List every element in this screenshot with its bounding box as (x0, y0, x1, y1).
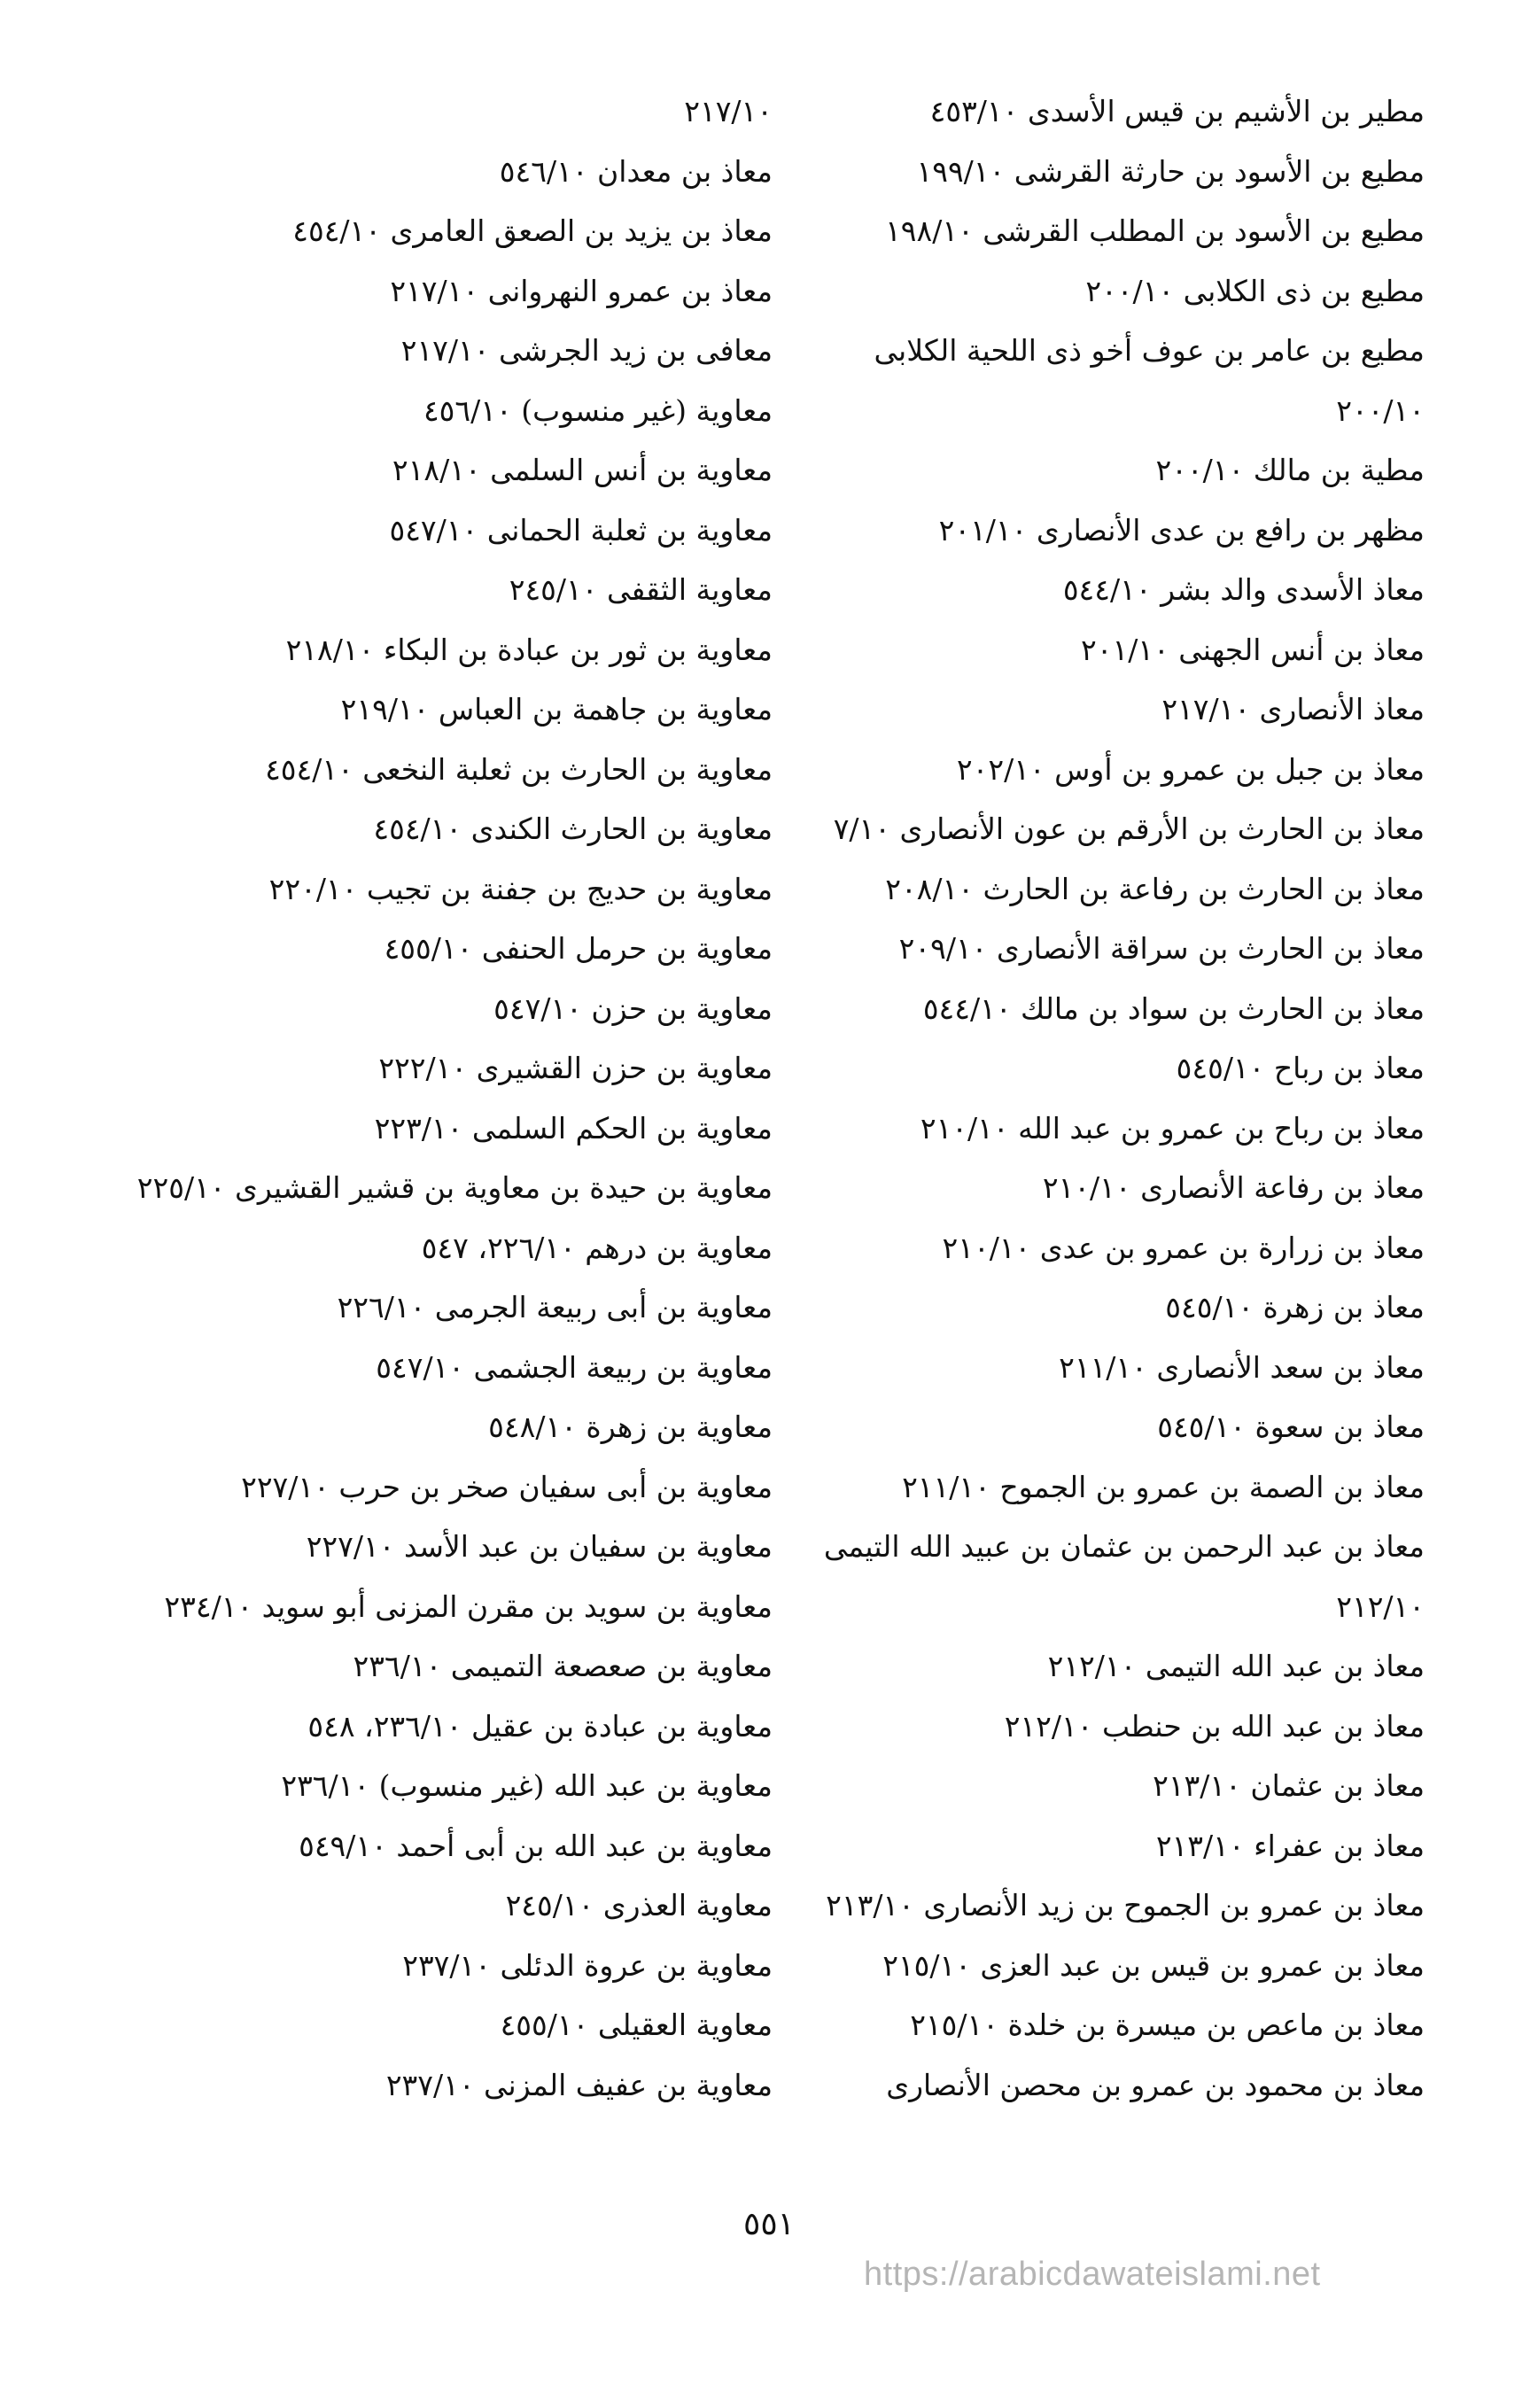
index-entry: معاذ بن رفاعة الأنصارى ٢١٠/١٠ (1042, 1170, 1425, 1205)
index-entry: معاذ بن رباح بن عمرو بن عبد الله ٢١٠/١٠ (920, 1110, 1425, 1146)
index-entry: معاذ بن الحارث بن سراقة الأنصارى ٢٠٩/١٠ (898, 931, 1425, 966)
index-entry: معاوية بن حرمل الحنفى ٤٥٥/١٠ (384, 931, 773, 966)
index-entry: معاذ بن عمرو النهروانى ٢١٧/١٠ (390, 273, 773, 308)
index-entry: معاذ بن عمرو بن الجموح بن زيد الأنصارى ٢١٣/١٠ (826, 1888, 1425, 1923)
index-column-right (778, 82, 1425, 2115)
index-entry: معاذ بن عمرو بن قيس بن عبد العزى ٢١٥/١٠ (882, 1947, 1425, 1983)
index-entry: معاوية بن درهم ٢٢٦/١٠، ٥٤٧ (421, 1230, 773, 1265)
index-entry: ٢١٧/١٠ (684, 94, 773, 128)
index-entry: معاذ بن الحارث بن رفاعة بن الحارث ٢٠٨/١٠ (885, 871, 1425, 906)
index-entry: مظهر بن رافع بن عدى الأنصارى ٢٠١/١٠ (938, 512, 1425, 548)
index-entry: معاذ بن سعوة ٥٤٥/١٠ (1157, 1410, 1425, 1444)
index-entry: معاذ بن يزيد بن الصعق العامرى ٤٥٤/١٠ (292, 214, 773, 248)
index-entry: معاذ بن زهرة ٥٤٥/١٠ (1165, 1290, 1425, 1324)
index-entry: مطيع بن الأسود بن المطلب القرشى ١٩٨/١٠ (885, 214, 1425, 248)
index-entry: معاذ بن معدان ٥٤٦/١٠ (499, 153, 773, 189)
index-entry: معاذ بن عبد الرحمن بن عثمان بن عبيد الله التيمى ٢١٢/١٠ (823, 1529, 1425, 1624)
index-entry: معاذ بن سعد الأنصارى ٢١١/١٠ (1059, 1349, 1425, 1385)
index-entry: مطيع بن ذى الكلابى ٢٠٠/١٠ (1085, 273, 1425, 308)
index-entry: معاوية الثقفى ٢٤٥/١٠ (509, 572, 773, 607)
index-column-left (136, 82, 773, 2115)
index-entry: معاوية بن ربيعة الجشمى ٥٤٧/١٠ (376, 1349, 773, 1385)
index-entry: معاوية بن جاهمة بن العباس ٢١٩/١٠ (340, 692, 773, 726)
index-entry: معاذ بن عفراء ٢١٣/١٠ (1155, 1828, 1425, 1863)
index-entry: معاوية بن ثور بن عبادة بن البكاء ٢١٨/١٠ (285, 632, 773, 667)
index-entry: معاذ بن رباح ٥٤٥/١٠ (1176, 1051, 1425, 1085)
index-entry: معاوية بن عروة الدئلى ٢٣٧/١٠ (402, 1947, 773, 1983)
index-entry: معاوية بن عفيف المزنى ٢٣٧/١٠ (385, 2067, 773, 2102)
index-entry: مطيع بن الأسود بن حارثة القرشى ١٩٩/١٠ (916, 153, 1425, 189)
index-entry: معاذ بن ماعص بن ميسرة بن خلدة ٢١٥/١٠ (910, 2008, 1425, 2042)
index-entry: معاوية بن أبى سفيان صخر بن حرب ٢٢٧/١٠ (241, 1469, 773, 1504)
index-entry: معاوية بن ثعلبة الحمانى ٥٤٧/١٠ (389, 512, 773, 548)
index-entry: معاوية العذرى ٢٤٥/١٠ (505, 1888, 773, 1923)
index-entry: معاوية بن سفيان بن عبد الأسد ٢٢٧/١٠ (306, 1529, 773, 1564)
index-entry: مطية بن مالك ٢٠٠/١٠ (1155, 453, 1425, 487)
index-entry: معاوية بن حديج بن جفنة بن تجيب ٢٢٠/١٠ (268, 871, 773, 906)
index-entry: معاذ الأسدى والد بشر ٥٤٤/١٠ (1062, 572, 1425, 607)
index-entry: معاذ بن عثمان ٢١٣/١٠ (1153, 1768, 1425, 1803)
index-entry: معاوية العقيلى ٤٥٥/١٠ (500, 2008, 773, 2042)
index-entry: مطير بن الأشيم بن قيس الأسدى ٤٥٣/١٠ (929, 94, 1425, 128)
index-entry: معاذ بن زرارة بن عمرو بن عدى ٢١٠/١٠ (942, 1230, 1425, 1265)
watermark-url: https://arabicdawateislami.net (864, 2256, 1321, 2293)
index-entry: معاوية بن حيدة بن معاوية بن قشير القشيرى ٢٢٥/١٠ (136, 1170, 773, 1205)
index-entry: معاذ بن الحارث بن الأرقم بن عون الأنصارى ٧/١٠ (833, 812, 1425, 846)
index-entry: معاوية بن عبادة بن عقيل ٢٣٦/١٠، ٥٤٨ (307, 1708, 773, 1744)
index-entry: معاوية بن أنس السلمى ٢١٨/١٠ (392, 453, 773, 487)
index-entry: معاوية بن الحارث بن ثعلبة النخعى ٤٥٤/١٠ (265, 751, 773, 787)
index-entry: معاوية (غير منسوب) ٤٥٦/١٠ (423, 392, 773, 428)
index-entry: معاوية بن حزن ٥٤٧/١٠ (493, 990, 773, 1026)
index-entry: معاوية بن الحكم السلمى ٢٢٣/١٠ (374, 1110, 773, 1146)
index-entry: معاوية بن أبى ربيعة الجرمى ٢٢٦/١٠ (337, 1290, 773, 1324)
index-entry: معاذ بن الصمة بن عمرو بن الجموح ٢١١/١٠ (902, 1469, 1425, 1504)
index-entry: معاذ بن أنس الجهنى ٢٠١/١٠ (1081, 632, 1425, 667)
index-entry: معاذ بن محمود بن عمرو بن محصن الأنصارى (886, 2067, 1425, 2102)
index-entry: معاوية بن الحارث الكندى ٤٥٤/١٠ (373, 812, 773, 846)
index-entry: معاوية بن عبد الله (غير منسوب) ٢٣٦/١٠ (281, 1768, 773, 1803)
index-entry: مطيع بن عامر بن عوف أخو ذى اللحية الكلابى ٢٠٠/١٠ (874, 333, 1425, 428)
index-entry: معاوية بن عبد الله بن أبى أحمد ٥٤٩/١٠ (299, 1828, 773, 1863)
index-entry: معاذ بن جبل بن عمرو بن أوس ٢٠٢/١٠ (956, 751, 1425, 787)
index-entry: معاذ بن الحارث بن سواد بن مالك ٥٤٤/١٠ (922, 990, 1425, 1026)
page-number: ٥٥١ (742, 2206, 795, 2242)
index-entry: معاوية بن سويد بن مقرن المزنى أبو سويد ٢٣٤/١٠ (164, 1589, 773, 1624)
index-entry: معاوية بن حزن القشيرى ٢٢٢/١٠ (378, 1051, 773, 1085)
index-entry: معاذ بن عبد الله بن حنطب ٢١٢/١٠ (1004, 1708, 1425, 1744)
index-entry: معافى بن زيد الجرشى ٢١٧/١٠ (400, 333, 773, 368)
index-entry: معاوية بن صعصعة التميمى ٢٣٦/١٠ (353, 1649, 773, 1683)
index-entry: معاذ الأنصارى ٢١٧/١٠ (1161, 692, 1425, 726)
index-entry: معاوية بن زهرة ٥٤٨/١٠ (488, 1410, 773, 1444)
index-entry: معاذ بن عبد الله التيمى ٢١٢/١٠ (1047, 1649, 1425, 1683)
